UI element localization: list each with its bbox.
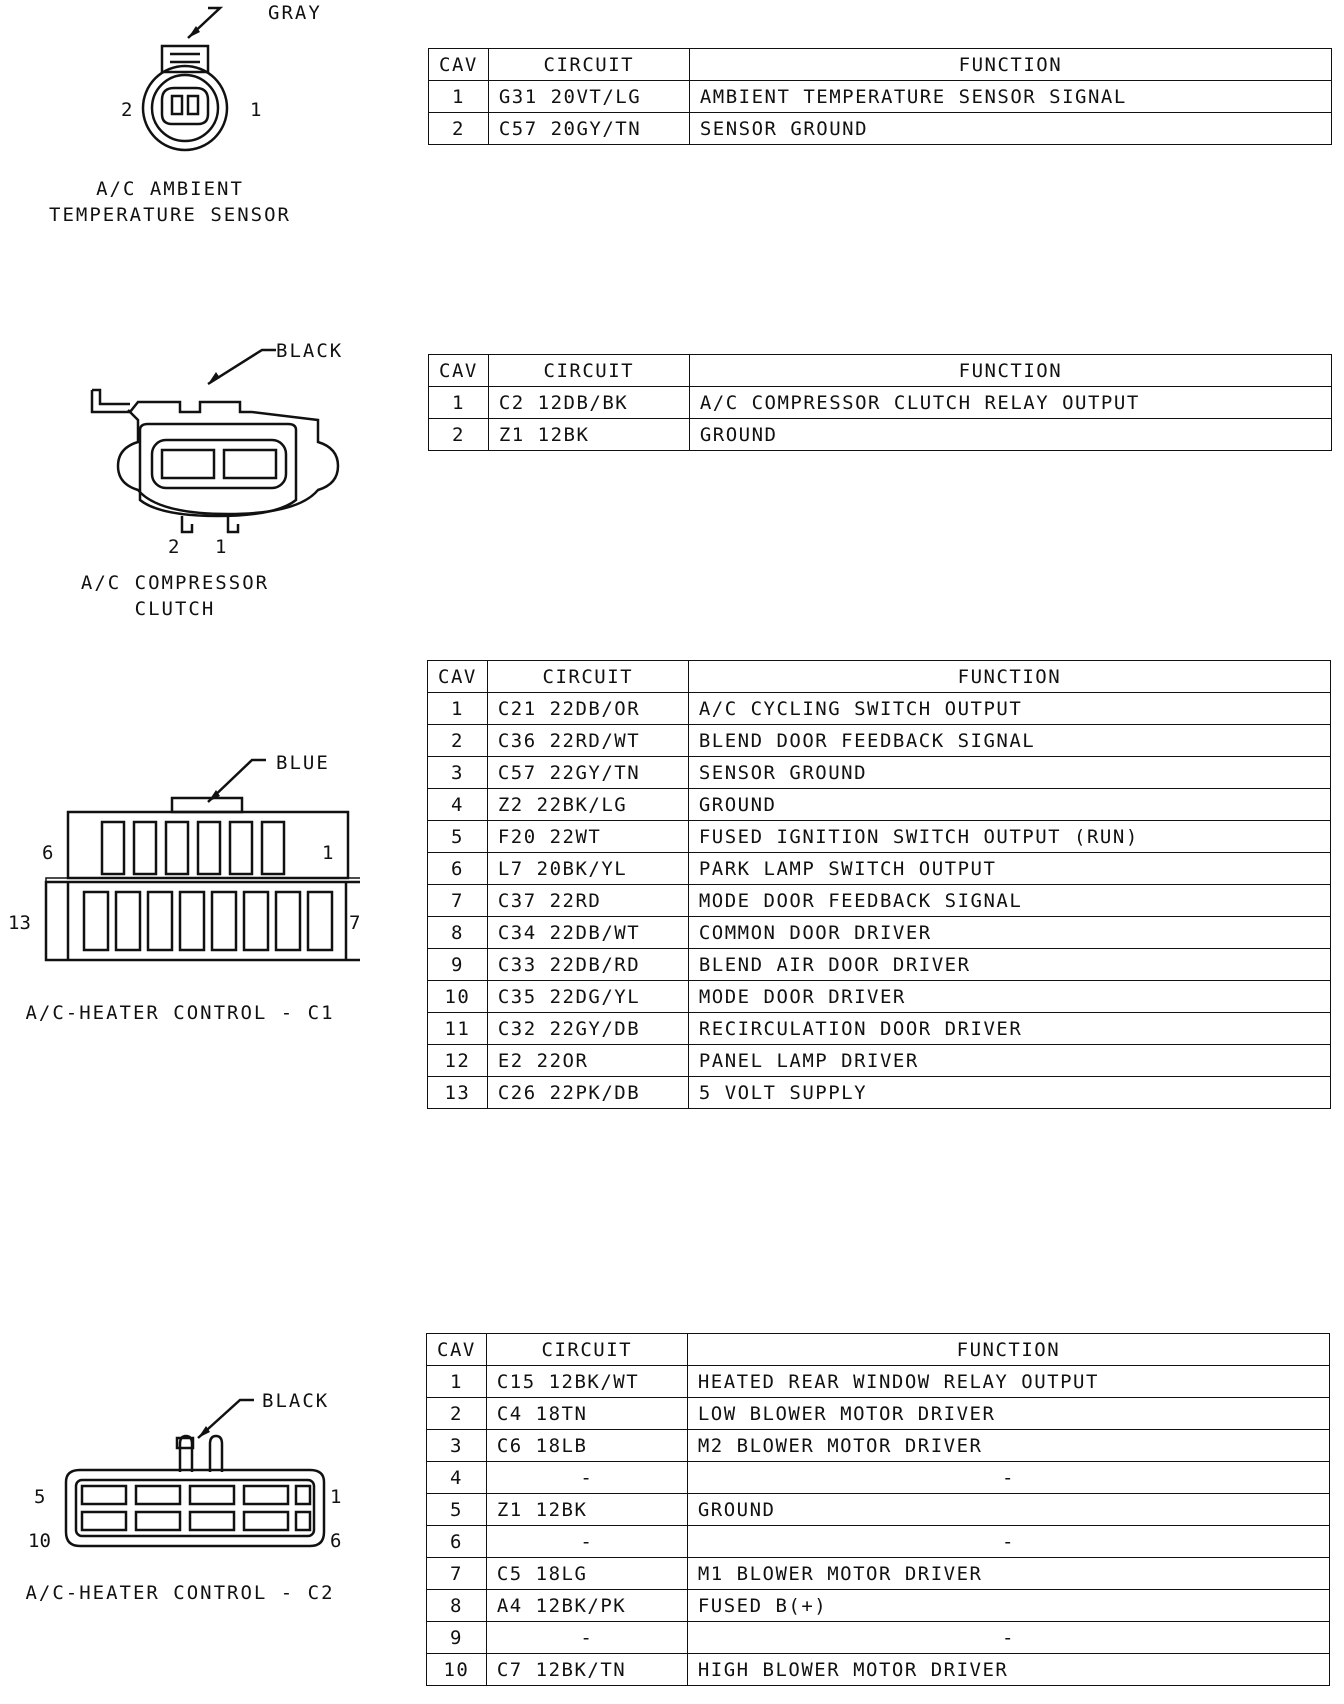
table-row: [428, 725, 1331, 757]
table-header-row: [429, 355, 1332, 387]
function-cell: COMMON DOOR DRIVER: [688, 917, 1330, 949]
pinout-table: [427, 660, 1331, 1109]
circuit-cell: C57 20GY/TN: [488, 113, 689, 145]
table-row: [428, 885, 1331, 917]
pin-number: 6: [42, 842, 54, 864]
column-header: CIRCUIT: [488, 49, 689, 81]
pinout-table: [428, 48, 1332, 145]
ambient-temp-sensor-connector-drawing: [100, 0, 360, 160]
cav-cell: 13: [428, 1077, 488, 1109]
function-cell: RECIRCULATION DOOR DRIVER: [688, 1013, 1330, 1045]
column-header: CIRCUIT: [488, 355, 689, 387]
table-row: [429, 419, 1332, 451]
connector-name-label: A/C-HEATER CONTROL - C1: [25, 1002, 335, 1024]
pin-number: 10: [28, 1530, 51, 1552]
cav-cell: 9: [427, 1622, 487, 1654]
table-row: [428, 981, 1331, 1013]
cav-cell: 3: [427, 1430, 487, 1462]
function-cell: -: [687, 1462, 1329, 1494]
table-row: [427, 1622, 1330, 1654]
circuit-cell: Z1 12BK: [486, 1494, 687, 1526]
pin-number: 2: [168, 536, 180, 558]
table-row: [427, 1398, 1330, 1430]
circuit-cell: C36 22RD/WT: [487, 725, 688, 757]
table-row: [427, 1590, 1330, 1622]
pin-number: 1: [215, 536, 227, 558]
function-cell: BLEND DOOR FEEDBACK SIGNAL: [688, 725, 1330, 757]
cav-cell: 10: [428, 981, 488, 1013]
cav-cell: 8: [428, 917, 488, 949]
circuit-cell: C21 22DB/OR: [487, 693, 688, 725]
circuit-cell: C35 22DG/YL: [487, 981, 688, 1013]
circuit-cell: Z2 22BK/LG: [487, 789, 688, 821]
table-row: [427, 1430, 1330, 1462]
column-header: CIRCUIT: [487, 661, 688, 693]
function-cell: HEATED REAR WINDOW RELAY OUTPUT: [687, 1366, 1329, 1398]
circuit-cell: C34 22DB/WT: [487, 917, 688, 949]
table-row: [428, 1013, 1331, 1045]
function-cell: FUSED IGNITION SWITCH OUTPUT (RUN): [688, 821, 1330, 853]
circuit-cell: C33 22DB/RD: [487, 949, 688, 981]
table-row: [428, 821, 1331, 853]
table-row: [427, 1462, 1330, 1494]
circuit-cell: Z1 12BK: [488, 419, 689, 451]
cav-cell: 2: [429, 419, 489, 451]
cav-cell: 1: [428, 693, 488, 725]
function-cell: FUSED B(+): [687, 1590, 1329, 1622]
cav-cell: 6: [428, 853, 488, 885]
function-cell: SENSOR GROUND: [689, 113, 1331, 145]
circuit-cell: E2 22OR: [487, 1045, 688, 1077]
table-row: [428, 1045, 1331, 1077]
function-cell: GROUND: [688, 789, 1330, 821]
pin-number: 7: [349, 912, 361, 934]
table-row: [428, 917, 1331, 949]
table-row: [427, 1494, 1330, 1526]
connector-color-label: GRAY: [268, 2, 322, 24]
table-header-row: [429, 49, 1332, 81]
function-cell: -: [687, 1526, 1329, 1558]
cav-cell: 2: [428, 725, 488, 757]
function-cell: LOW BLOWER MOTOR DRIVER: [687, 1398, 1329, 1430]
function-cell: BLEND AIR DOOR DRIVER: [688, 949, 1330, 981]
table-row: [427, 1366, 1330, 1398]
connector-color-label: BLACK: [276, 340, 344, 362]
cav-cell: 10: [427, 1654, 487, 1686]
circuit-cell: -: [486, 1462, 687, 1494]
cav-cell: 4: [427, 1462, 487, 1494]
table-row: [428, 1077, 1331, 1109]
function-cell: HIGH BLOWER MOTOR DRIVER: [687, 1654, 1329, 1686]
cav-cell: 7: [427, 1558, 487, 1590]
pin-number: 1: [250, 99, 262, 121]
table-row: [428, 853, 1331, 885]
column-header: CAV: [428, 661, 488, 693]
cav-cell: 1: [429, 387, 489, 419]
table-row: [427, 1526, 1330, 1558]
column-header: CAV: [429, 49, 489, 81]
circuit-cell: C15 12BK/WT: [486, 1366, 687, 1398]
cav-cell: 6: [427, 1526, 487, 1558]
cav-cell: 2: [427, 1398, 487, 1430]
function-cell: A/C CYCLING SWITCH OUTPUT: [688, 693, 1330, 725]
function-cell: -: [687, 1622, 1329, 1654]
function-cell: 5 VOLT SUPPLY: [688, 1077, 1330, 1109]
cav-cell: 1: [429, 81, 489, 113]
pin-number: 5: [34, 1486, 46, 1508]
function-cell: MODE DOOR FEEDBACK SIGNAL: [688, 885, 1330, 917]
function-cell: PANEL LAMP DRIVER: [688, 1045, 1330, 1077]
cav-cell: 12: [428, 1045, 488, 1077]
pin-number: 13: [8, 912, 31, 934]
circuit-cell: C57 22GY/TN: [487, 757, 688, 789]
cav-cell: 9: [428, 949, 488, 981]
circuit-cell: L7 20BK/YL: [487, 853, 688, 885]
cav-cell: 3: [428, 757, 488, 789]
circuit-cell: C26 22PK/DB: [487, 1077, 688, 1109]
pin-number: 1: [322, 842, 334, 864]
cav-cell: 5: [427, 1494, 487, 1526]
pin-number: 6: [330, 1530, 342, 1552]
cav-cell: 1: [427, 1366, 487, 1398]
function-cell: GROUND: [689, 419, 1331, 451]
function-cell: M1 BLOWER MOTOR DRIVER: [687, 1558, 1329, 1590]
function-cell: AMBIENT TEMPERATURE SENSOR SIGNAL: [689, 81, 1331, 113]
function-cell: A/C COMPRESSOR CLUTCH RELAY OUTPUT: [689, 387, 1331, 419]
table-row: [427, 1558, 1330, 1590]
table-row: [429, 113, 1332, 145]
cav-cell: 5: [428, 821, 488, 853]
table-header-row: [427, 1334, 1330, 1366]
column-header: CAV: [429, 355, 489, 387]
circuit-cell: C2 12DB/BK: [488, 387, 689, 419]
cav-cell: 2: [429, 113, 489, 145]
column-header: FUNCTION: [688, 661, 1330, 693]
column-header: CAV: [427, 1334, 487, 1366]
circuit-cell: G31 20VT/LG: [488, 81, 689, 113]
function-cell: PARK LAMP SWITCH OUTPUT: [688, 853, 1330, 885]
pinout-table: [426, 1333, 1330, 1686]
function-cell: MODE DOOR DRIVER: [688, 981, 1330, 1013]
heater-control-c2-connector-drawing: [56, 1390, 346, 1560]
connector-color-label: BLUE: [276, 752, 330, 774]
circuit-cell: C32 22GY/DB: [487, 1013, 688, 1045]
connector-name-label: A/C COMPRESSOR CLUTCH: [80, 572, 270, 620]
pinout-table: [428, 354, 1332, 451]
circuit-cell: C6 18LB: [486, 1430, 687, 1462]
pin-number: 1: [330, 1486, 342, 1508]
compressor-clutch-connector-drawing: [80, 330, 340, 550]
column-header: FUNCTION: [687, 1334, 1329, 1366]
heater-control-c1-connector-drawing: [40, 740, 360, 970]
table-row: [428, 949, 1331, 981]
column-header: FUNCTION: [689, 355, 1331, 387]
table-row: [428, 757, 1331, 789]
pin-number: 2: [121, 99, 133, 121]
table-row: [428, 693, 1331, 725]
table-row: [429, 387, 1332, 419]
table-row: [429, 81, 1332, 113]
function-cell: SENSOR GROUND: [688, 757, 1330, 789]
circuit-cell: F20 22WT: [487, 821, 688, 853]
function-cell: GROUND: [687, 1494, 1329, 1526]
table-header-row: [428, 661, 1331, 693]
circuit-cell: C7 12BK/TN: [486, 1654, 687, 1686]
cav-cell: 11: [428, 1013, 488, 1045]
cav-cell: 8: [427, 1590, 487, 1622]
connector-color-label: BLACK: [262, 1390, 330, 1412]
cav-cell: 7: [428, 885, 488, 917]
column-header: CIRCUIT: [486, 1334, 687, 1366]
column-header: FUNCTION: [689, 49, 1331, 81]
table-row: [427, 1654, 1330, 1686]
cav-cell: 4: [428, 789, 488, 821]
circuit-cell: -: [486, 1622, 687, 1654]
circuit-cell: A4 12BK/PK: [486, 1590, 687, 1622]
connector-name-label: A/C-HEATER CONTROL - C2: [25, 1582, 335, 1604]
circuit-cell: C37 22RD: [487, 885, 688, 917]
circuit-cell: C5 18LG: [486, 1558, 687, 1590]
circuit-cell: C4 18TN: [486, 1398, 687, 1430]
connector-name-label: A/C AMBIENT TEMPERATURE SENSOR: [49, 178, 291, 226]
circuit-cell: -: [486, 1526, 687, 1558]
table-row: [428, 789, 1331, 821]
function-cell: M2 BLOWER MOTOR DRIVER: [687, 1430, 1329, 1462]
